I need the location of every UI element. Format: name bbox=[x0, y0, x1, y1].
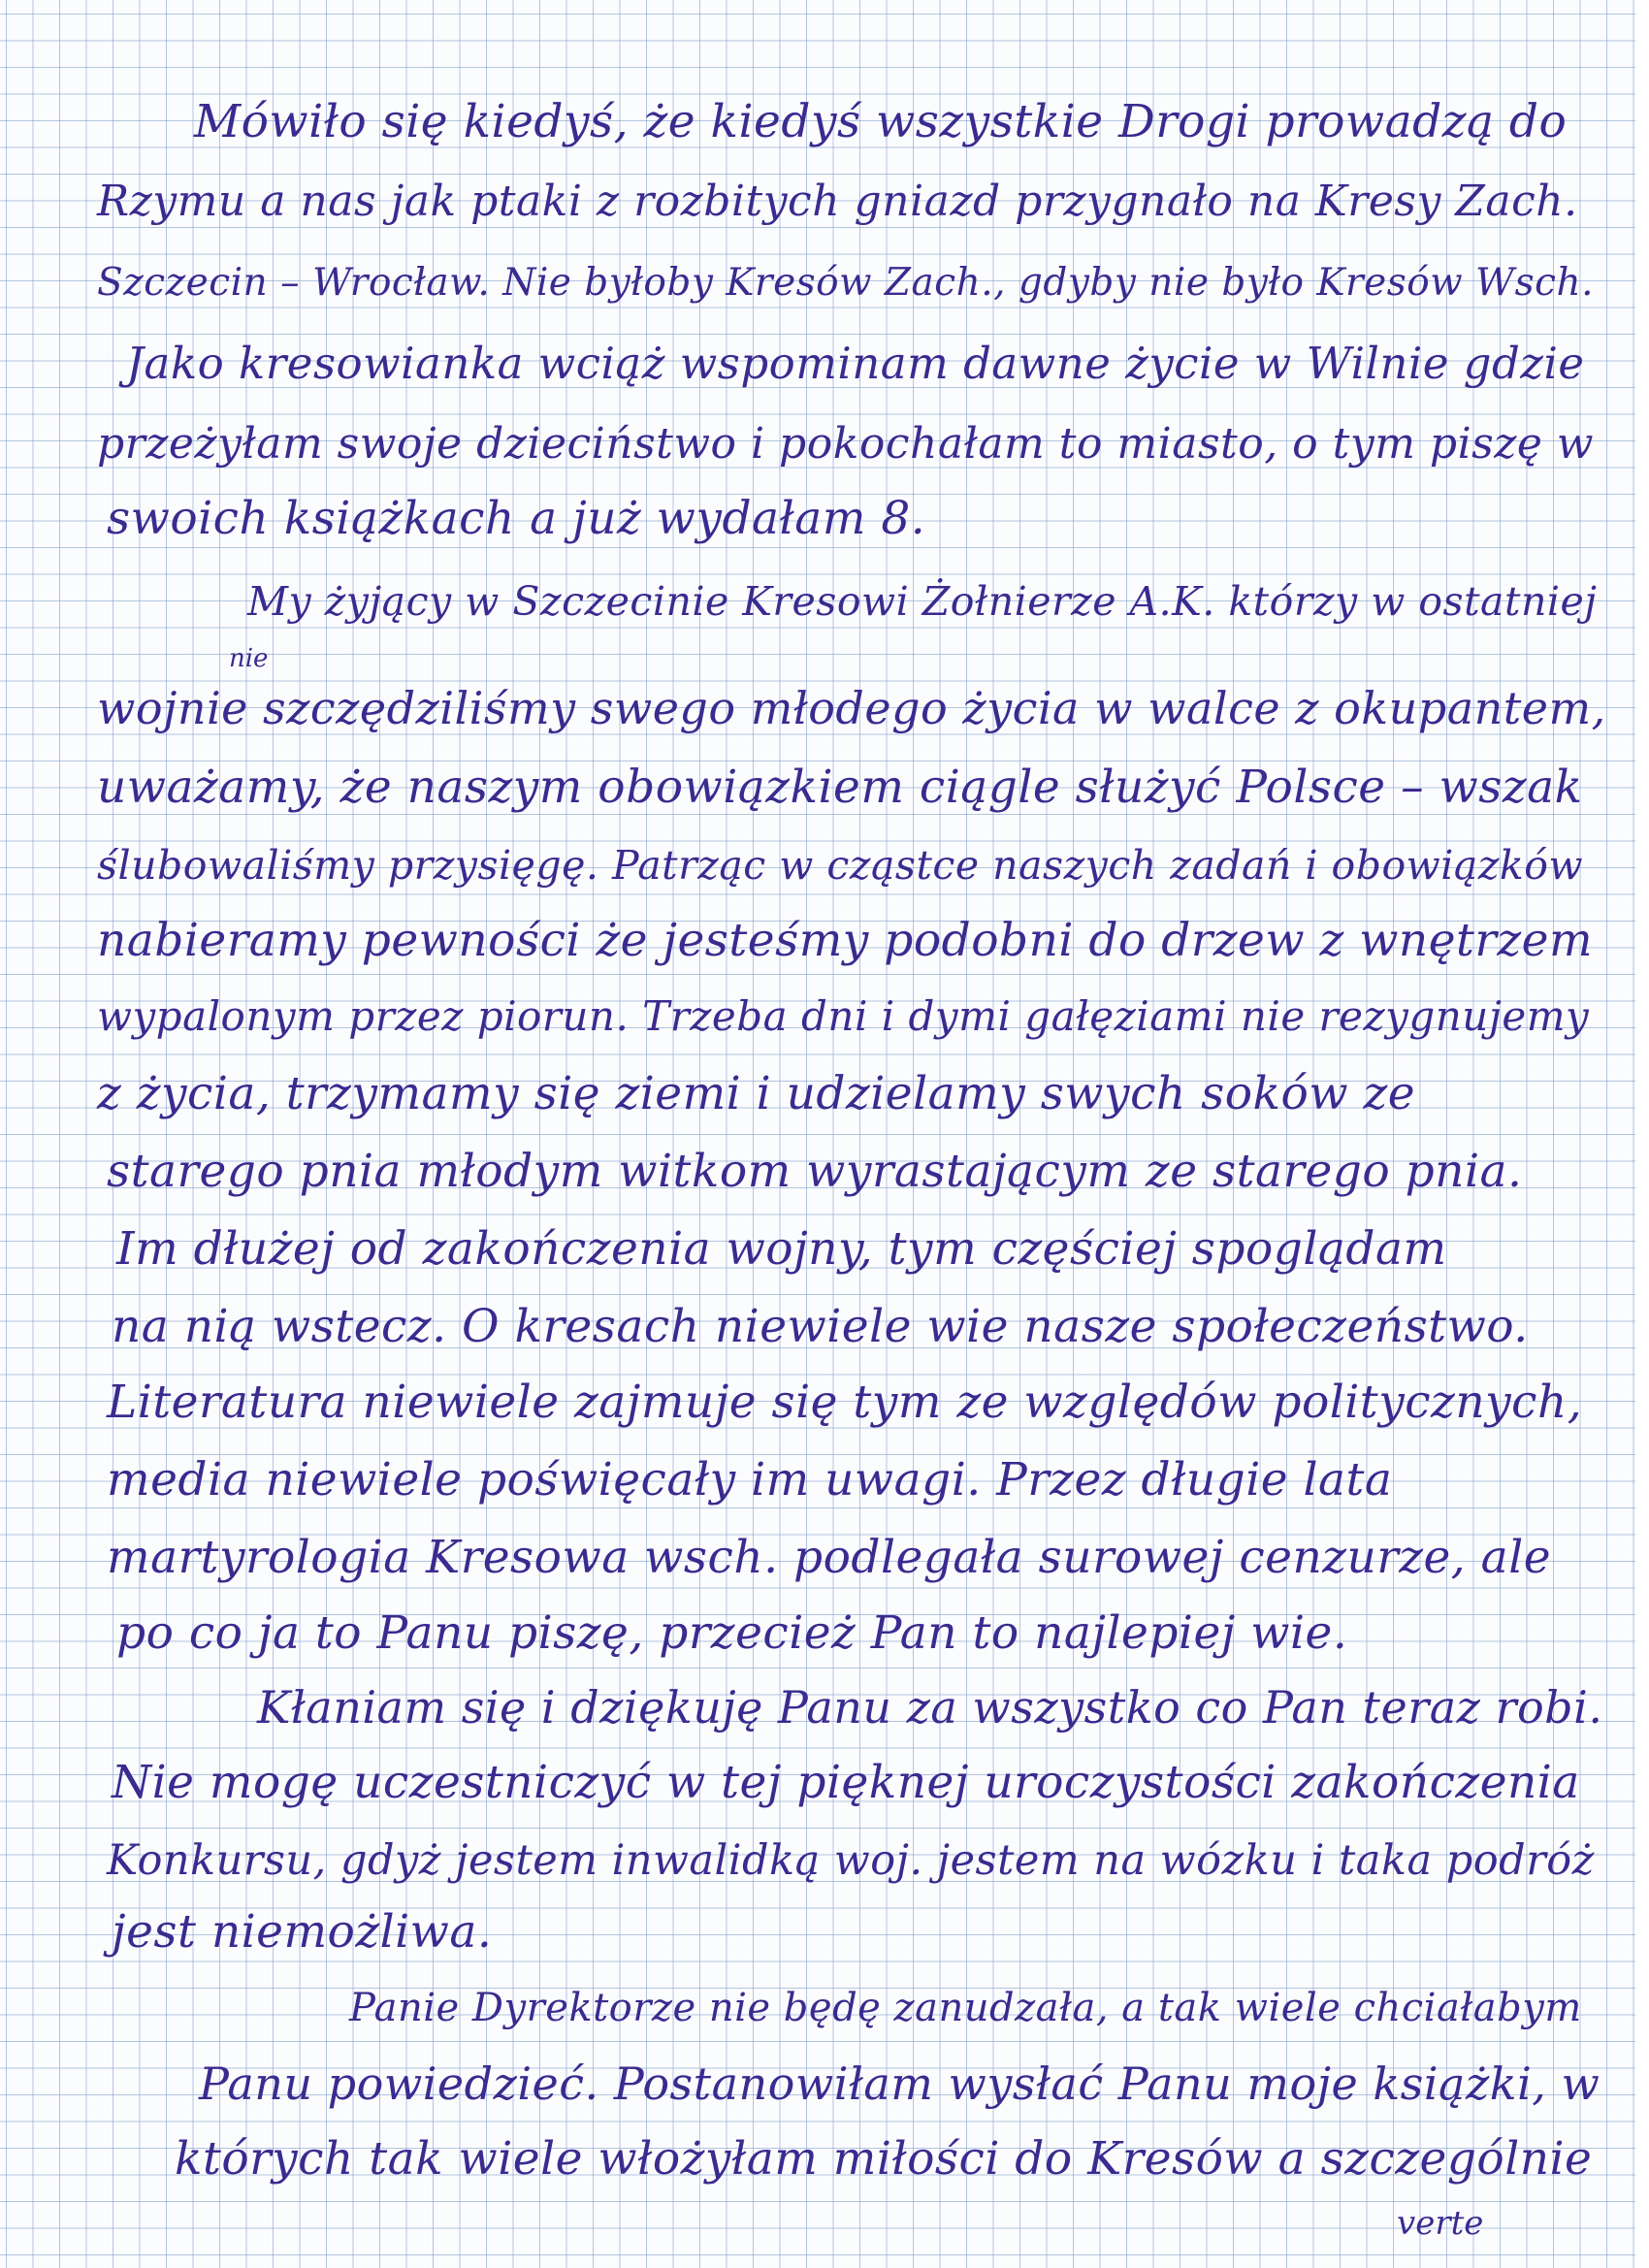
letter-line: nabieramy pewności że jesteśmy podobni do drzew z wnętrzem bbox=[97, 914, 1594, 967]
letter-line: swoich książkach a już wydałam 8. bbox=[107, 492, 926, 545]
letter-line: Szczecin – Wrocław. Nie byłoby Kresów Zach., gdyby nie było Kresów Wsch. bbox=[97, 261, 1594, 305]
letter-line: Mówiło się kiedyś, że kiedyś wszystkie Drogi prowadzą do bbox=[194, 95, 1568, 148]
verte-note: verte bbox=[1397, 2204, 1484, 2243]
letter-line: Jako kresowianka wciąż wspominam dawne życie w Wilnie gdzie bbox=[126, 338, 1585, 389]
letter-line: uważamy, że naszym obowiązkiem ciągle służyć Polsce – wszak bbox=[97, 761, 1583, 814]
letter-line: Literatura niewiele zajmuje się tym ze względów politycznych, bbox=[107, 1376, 1583, 1429]
letter-line: Nie mogę uczestniczyć w tej pięknej uroczystości zakończenia bbox=[112, 1756, 1580, 1809]
letter-line: Rzymu a nas jak ptaki z rozbitych gniazd przygnało na Kresy Zach. bbox=[97, 177, 1578, 226]
letter-line: My żyjący w Szczecinie Kresowi Żołnierze A.K. którzy w ostatniej bbox=[247, 578, 1598, 625]
letter-line: Kłaniam się i dziękuję Panu za wszystko co Pan teraz robi. bbox=[257, 1681, 1603, 1733]
letter-line: Konkursu, gdyż jestem inwalidką woj. jestem na wózku i taka podróż bbox=[107, 1836, 1595, 1885]
letter-line: Im dłużej od zakończenia wojny, tym częściej spoglądam bbox=[116, 1222, 1447, 1276]
letter-line: ślubowaliśmy przysięgę. Patrząc w cząstce naszych zadań i obowiązków bbox=[97, 842, 1584, 889]
letter-line: wypalonym przez piorun. Trzeba dni i dymi gałęziami nie rezygnujemy bbox=[97, 992, 1590, 1040]
letter-line: na nią wstecz. O kresach niewiele wie nasze społeczeństwo. bbox=[112, 1300, 1529, 1353]
insertion-mark: nie bbox=[229, 644, 269, 673]
letter-line: starego pnia młodym witkom wyrastającym ze starego pnia. bbox=[107, 1145, 1523, 1198]
letter-line: media niewiele poświęcały im uwagi. Przez długie lata bbox=[107, 1453, 1393, 1507]
letter-line: Panu powiedzieć. Postanowiłam wysłać Panu moje książki, w bbox=[199, 2057, 1600, 2110]
letter-line: przeżyłam swoje dzieciństwo i pokochałam to miasto, o tym piszę w bbox=[97, 419, 1595, 469]
letter-line: martyrologia Kresowa wsch. podlegała surowej cenzurze, ale bbox=[107, 1531, 1552, 1584]
letter-line: wojnie szczędziliśmy swego młodego życia w walce z okupantem, bbox=[97, 682, 1606, 734]
letter-line: jest niemożliwa. bbox=[112, 1905, 493, 1959]
letter-line: których tak wiele włożyłam miłości do Kresów a szczególnie bbox=[175, 2132, 1593, 2186]
letter-line: z życia, trzymamy się ziemi i udzielamy swych soków ze bbox=[97, 1067, 1416, 1120]
letter-line: Panie Dyrektorze nie będę zanudzała, a tak wiele chciałabym bbox=[349, 1986, 1582, 2030]
letter-line: po co ja to Panu piszę, przecież Pan to najlepiej wie. bbox=[116, 1606, 1348, 1660]
